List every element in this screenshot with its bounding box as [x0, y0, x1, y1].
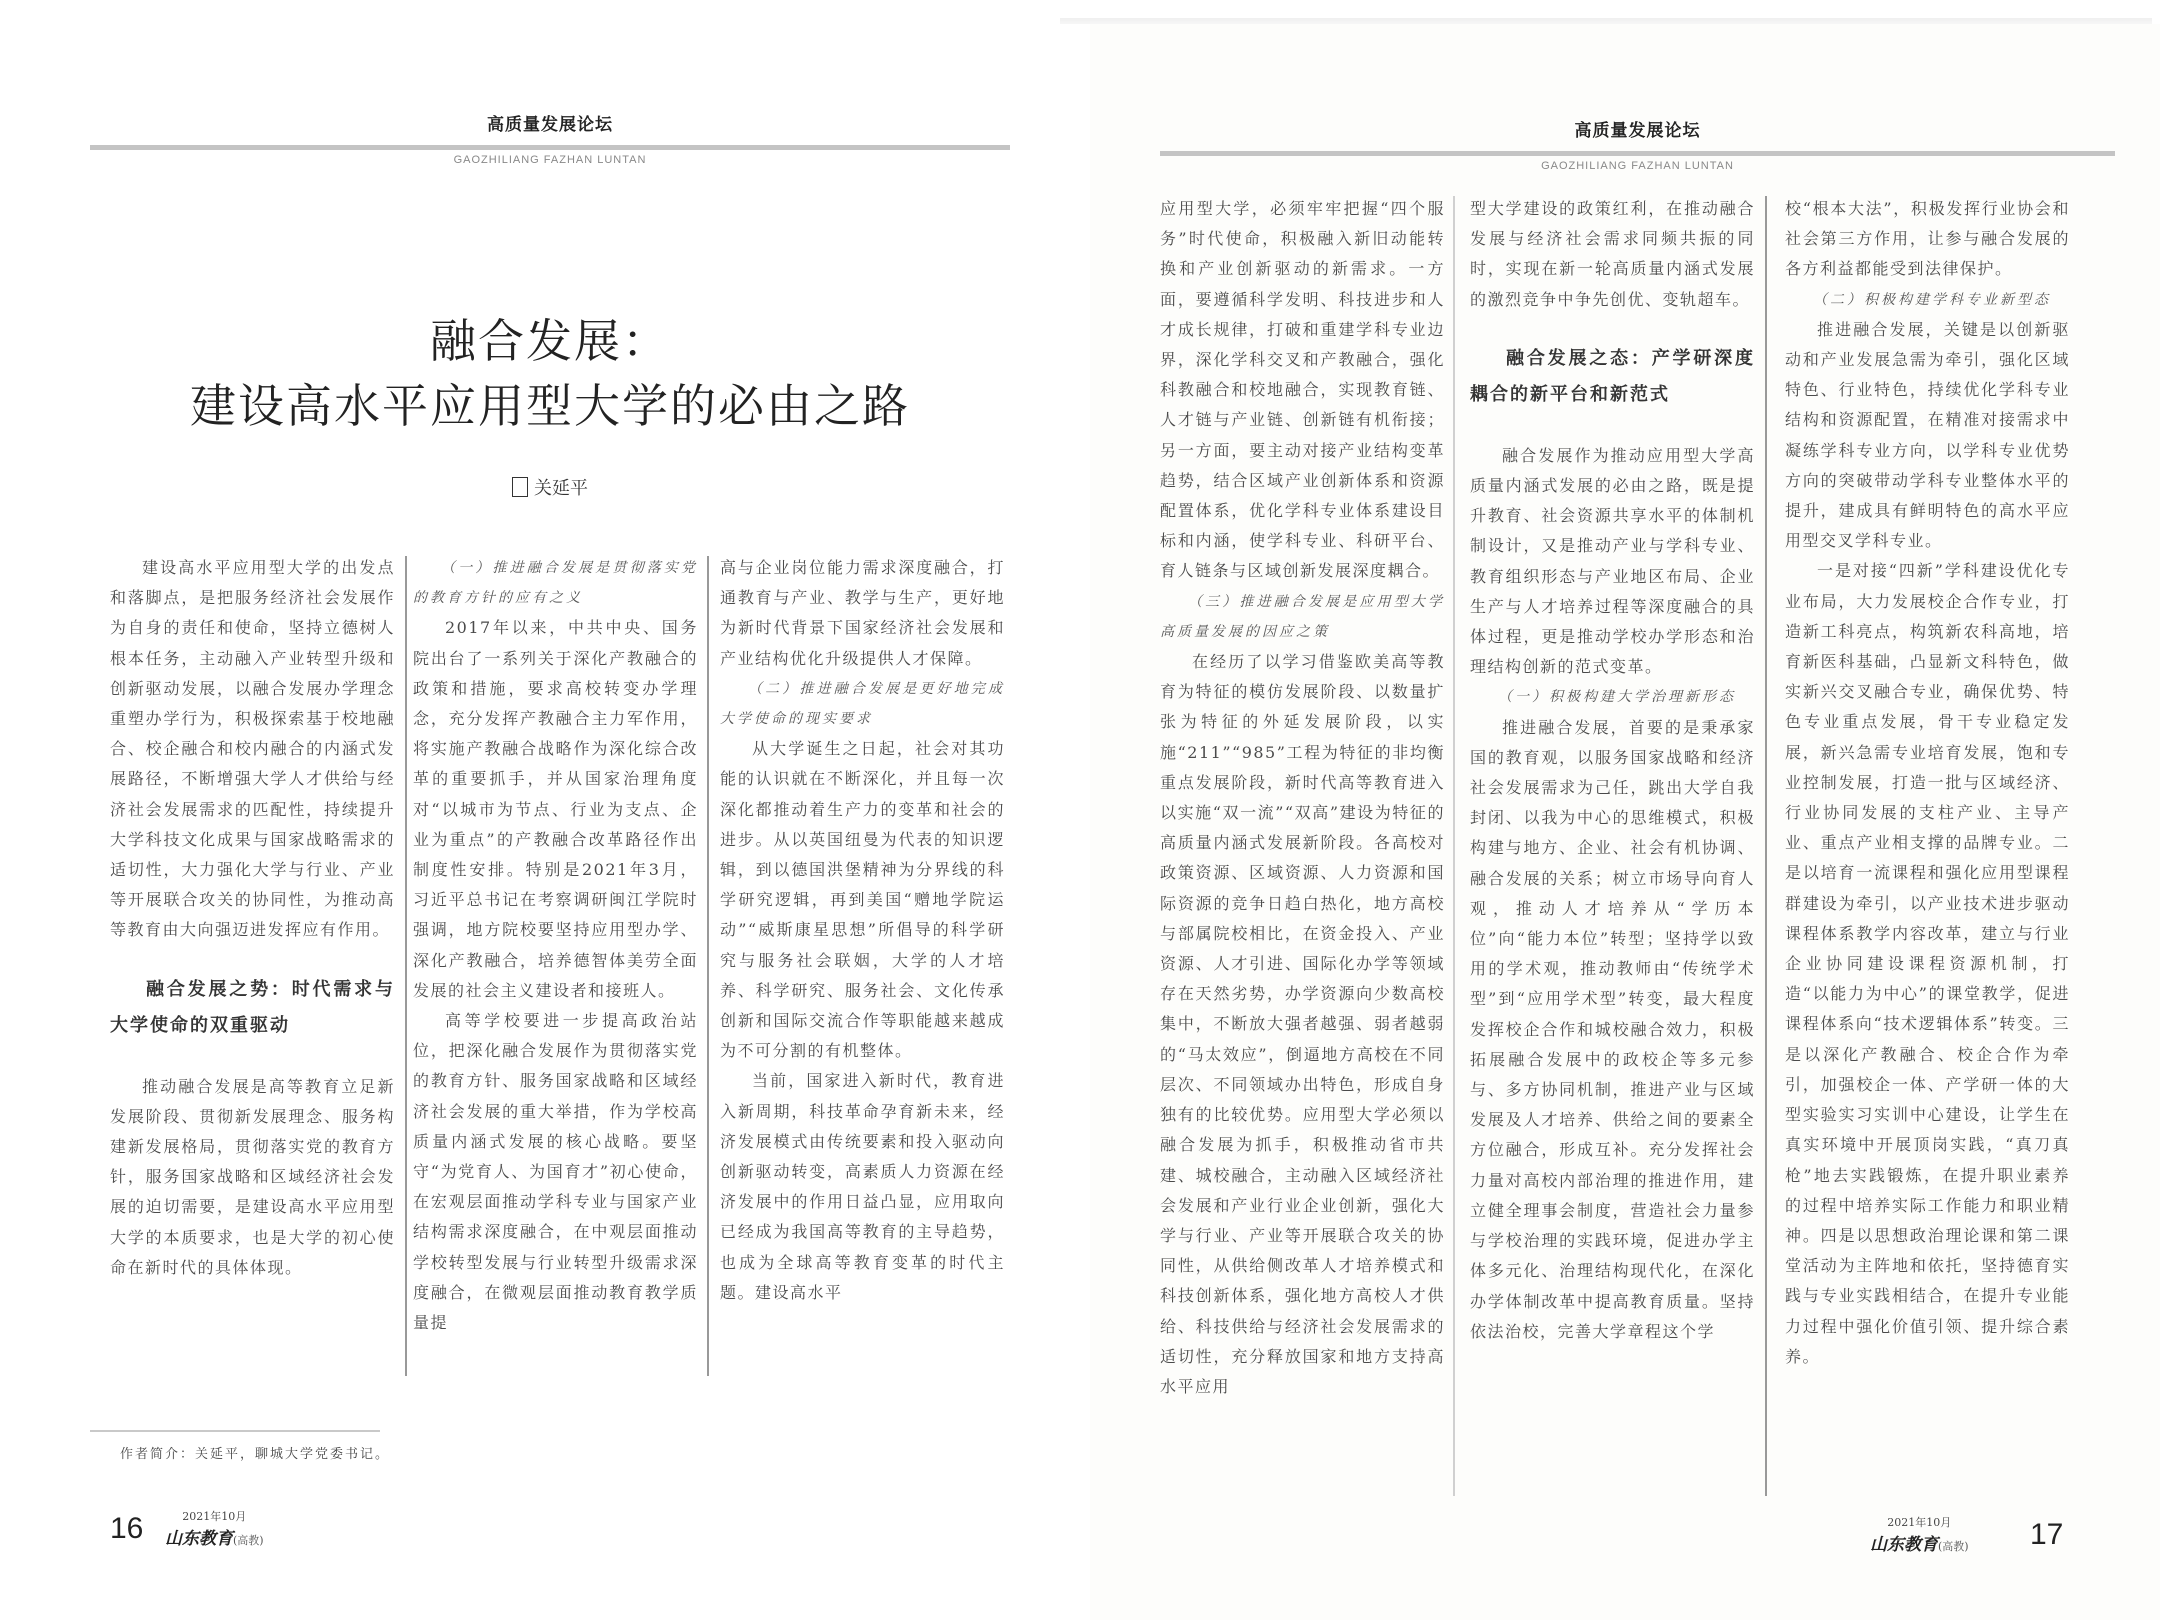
issue-date: 2021年10月 [182, 1510, 247, 1523]
subheading: （三）推进融合发展是应用型大学高质量发展的因应之策 [1160, 593, 1445, 640]
byline [90, 474, 1010, 500]
journal-edition: (高教) [233, 1534, 264, 1547]
column-divider [405, 556, 407, 1376]
left-col-3 [720, 553, 1005, 1308]
column-divider [1765, 196, 1767, 1496]
paragraph: 推动融合发展是高等教育立足新发展阶段、贯彻新发展理念、服务构建新发展格局，贯彻落实党的教育方针，服务国家战略和区域经济社会发展的迫切需要，是建设高水平应用型大学的本质要求，也是大学的初心使命在新时代的具体体现。 [110, 1076, 395, 1277]
page-number: 17 [2030, 1518, 2064, 1551]
section-heading: 融合发展之势：时代需求与大学使命的双重驱动 [110, 978, 395, 1036]
subheading: （一）积极构建大学治理新形态 [1498, 689, 1736, 706]
left-col-2 [413, 553, 698, 1338]
right-col-2 [1470, 194, 1755, 1347]
column-divider [707, 556, 709, 1376]
running-head-rule [1160, 151, 2115, 156]
author-footnote: 作者简介：关延平，聊城大学党委书记。 [120, 1447, 391, 1462]
right-page [1090, 24, 2160, 1620]
running-head-pinyin: GAOZHILIANG FAZHAN LUNTAN [1541, 160, 1734, 172]
subheading: （二）推进融合发展是更好地完成大学使命的现实要求 [720, 680, 1005, 728]
paragraph: 推进融合发展，首要的是秉承家国的教育观，以服务国家战略和经济社会发展需求为己任，跳出大学自我封闭、以我为中心的思维模式，积极构建与地方、企业、社会有机协调、融合发展的关系；树立市场导向育人观，推动人才培养从“学历本位”向“能力本位”转型；坚持学以致用的学术观，推动教师由“传统学术型”到“应用学术型”转变，最大程度发挥校企合作和城校融合效力，积极拓展融合发展中的政校企等多元参与、多方协同机制，推进产业与区域发展及人才培养、供给之间的要素全方位融合，形成互补。充分发挥社会力量对高校内部治理的推进作用，建立健全理事会制度，营造社会力量参与学校治理的实践环境，促进办学主体多元化、治理结构现代化，在深化办学体制改革中提高教育质量。坚持依法治校，完善大学章程这个学 [1470, 717, 1755, 1341]
running-head-rule [90, 145, 1010, 150]
section-heading: 融合发展之态：产学研深度耦合的新平台和新范式 [1470, 347, 1755, 405]
paragraph: 高与企业岗位能力需求深度融合，打通教育与产业、教学与生产，更好地为新时代背景下国家经济社会发展和产业结构优化升级提供人才保障。 [720, 558, 1005, 668]
article-title-line2: 建设高水平应用型大学的必由之路 [190, 379, 910, 433]
paragraph: 校“根本大法”，积极发挥行业协会和社会第三方作用，让参与融合发展的各方利益都能受到法律保护。 [1785, 199, 2070, 279]
paragraph: 高等学校要进一步提高政治站位，把深化融合发展作为贯彻落实党的教育方针、服务国家战略和区域经济社会发展的重大举措，作为学校高质量内涵式发展的核心战略。要坚守“为党育人、为国育才”初心使命，在宏观层面推动学科专业与国家产业结构需求深度融合，在中观层面推动学校转型发展与行业转型升级需求深度融合，在微观层面推动教育教学质量提 [413, 1011, 698, 1333]
author-name: 关延平 [534, 478, 588, 499]
paragraph: 推进融合发展，关键是以创新驱动和产业发展急需为牵引，强化区域特色、行业特色，持续优化学科专业结构和资源配置，在精准对接需求中凝练学科专业方向，以学科专业优势方向的突破带动学科专业整体水平的提升，建成具有鲜明特色的高水平应用型交叉学科专业。 [1785, 319, 2070, 551]
paragraph: 从大学诞生之日起，社会对其功能的认识就在不断深化，并且每一次深化都推动着生产力的变革和社会的进步。从以英国纽曼为代表的知识逻辑，到以德国洪堡精神为分界线的科学研究逻辑，再到美国“赠地学院运动”“威斯康星思想”所倡导的科学研究与服务社会联姻，大学的人才培养、科学研究、服务社会、文化传承创新和国际交流合作等职能越来越成为不可分割的有机整体。 [720, 739, 1005, 1061]
running-head-title: 高质量发展论坛 [1574, 121, 1701, 141]
paragraph: 型大学建设的政策红利，在推动融合发展与经济社会需求同频共振的同时，实现在新一轮高质量内涵式发展的激烈竞争中争先创优、变轨超车。 [1470, 199, 1755, 309]
right-col-1 [1160, 194, 1445, 1402]
paragraph: 应用型大学，必须牢牢把握“四个服务”时代使命，积极融入新旧动能转换和产业创新驱动的新需求。一方面，要遵循科学发明、科技进步和人才成长规律，打破和重建学科专业边界，深化学科交叉和产教融合，强化科教融合和校地融合，实现教育链、人才链与产业链、创新链有机衔接；另一方面，要主动对接产业结构变革趋势，结合区域产业创新体系和资源配置体系，优化学科专业体系建设目标和内涵，使学科专业、科研平台、育人链条与区域创新发展深度耦合。 [1160, 199, 1445, 581]
masthead-right [1870, 1514, 1969, 1555]
running-head-right [1160, 116, 2115, 172]
paragraph: 当前，国家进入新时代，教育进入新周期，科技革命孕育新未来，经济发展模式由传统要素和投入驱动向创新驱动转变，高素质人力资源在经济发展中的作用日益凸显，应用取向已经成为我国高等教育的主导趋势，也成为全球高等教育变革的时代主题。建设高水平 [720, 1071, 1005, 1302]
right-col-3 [1785, 194, 2070, 1372]
subheading: （二）积极构建学科专业新型态 [1813, 291, 2051, 308]
left-col-1 [110, 553, 395, 1283]
left-page [0, 0, 1060, 1620]
paragraph: 一是对接“四新”学科建设优化专业布局，大力发展校企合作专业，打造新工科亮点，构筑新农科高地，培育新医科基础，凸显新文科特色，做实新兴交叉融合专业，确保优势、特色专业重点发展，骨干专业稳定发展，新兴急需专业培育发展，饱和专业控制发展，打造一批与区域经济、行业协同发展的支柱产业、主导产业、重点产业相支撑的品牌专业。二是以培育一流课程和强化应用型课程群建设为牵引，以产业技术进步驱动课程体系教学内容改革，建立与行业企业协同建设课程资源机制，打造“以能力为中心”的课堂教学，促进课程体系向“技术逻辑体系”转变。三是以深化产教融合、校企合作为牵引，加强校企一体、产学研一体的大型实验实习实训中心建设，让学生在真实环境中开展顶岗实践，“真刀真枪”地去实践锻炼，在提升职业素养的过程中培养实际工作能力和职业精神。四是以思想政治理论课和第二课堂活动为主阵地和依托，坚持德育实践与专业实践相结合，在提升专业能力过程中强化价值引领、提升综合素养。 [1785, 561, 2070, 1366]
article-title-line1: 融合发展： [430, 314, 670, 368]
page-number: 16 [110, 1512, 144, 1545]
paragraph: 2017年以来，中共中央、国务院出台了一系列关于深化产教融合的政策和措施，要求高校转变办学理念，充分发挥产教融合主力军作用，将实施产教融合战略作为深化综合改革的重要抓手，并从国家治理角度对“以城市为节点、行业为支点、企业为重点”的产教融合改革路径作出制度性安排。特别是2021年3月，习近平总书记在考察调研闽江学院时强调，地方院校要坚持应用型办学、深化产教融合，培养德智体美劳全面发展的社会主义建设者和接班人。 [413, 618, 698, 1000]
masthead-left [165, 1508, 264, 1549]
journal-edition: (高教) [1938, 1540, 1969, 1553]
paragraph: 建设高水平应用型大学的出发点和落脚点，是把服务经济社会发展作为自身的责任和使命，坚持立德树人根本任务，主动融入产业转型升级和创新驱动发展，以融合发展办学理念重塑办学行为，积极探索基于校地融合、校企融合和校内融合的内涵式发展路径，不断增强大学人才供给与经济社会发展需求的匹配性，持续提升大学科技文化成果与国家战略需求的适切性，大力强化大学与行业、产业等开展联合攻关的协同性，为推动高等教育由大向强迈进发挥应有作用。 [110, 558, 395, 940]
issue-date: 2021年10月 [1887, 1516, 1952, 1529]
journal-name: 山东教育 [1870, 1535, 1938, 1555]
author-box-icon [512, 477, 528, 497]
journal-name: 山东教育 [165, 1529, 233, 1549]
paragraph: 在经历了以学习借鉴欧美高等教育为特征的模仿发展阶段、以数量扩张为特征的外延发展阶段，以实施“211”“985”工程为特征的非均衡重点发展阶段，新时代高等教育进入以实施“双一流”“双高”建设为特征的高质量内涵式发展新阶段。各高校对政策资源、区域资源、人力资源和国际资源的竞争日趋白热化，地方高校与部属院校相比，在资金投入、产业资源、人才引进、国际化办学等领域存在天然劣势，办学资源向少数高校集中，不断放大强者越强、弱者越弱的“马太效应”，倒逼地方高校在不同层次、不同领域办出特色，形成自身独有的比较优势。应用型大学必须以融合发展为抓手，积极推动省市共建、城校融合，主动融入区域经济社会发展和产业行业企业创新，强化大学与行业、产业等开展联合攻关的协同性，从供给侧改革人才培养模式和科技创新体系，强化地方高校人才供给、科技供给与经济社会发展需求的适切性，充分释放国家和地方支持高水平应用 [1160, 652, 1445, 1396]
column-divider [1453, 196, 1455, 1496]
paragraph: 融合发展作为推动应用型大学高质量内涵式发展的必由之路，既是提升教育、社会资源共享水平的体制机制设计，又是推动产业与学科专业、教育组织形态与产业地区布局、企业生产与人才培养过程等深度融合的具体过程，更是推动学校办学形态和治理结构创新的范式变革。 [1470, 445, 1755, 677]
running-head-left [90, 110, 1010, 166]
running-head-pinyin: GAOZHILIANG FAZHAN LUNTAN [453, 154, 647, 166]
footnote-rule [90, 1430, 380, 1432]
running-head-title: 高质量发展论坛 [487, 115, 613, 135]
subheading: （一）推进融合发展是贯彻落实党的教育方针的应有之义 [413, 560, 698, 607]
